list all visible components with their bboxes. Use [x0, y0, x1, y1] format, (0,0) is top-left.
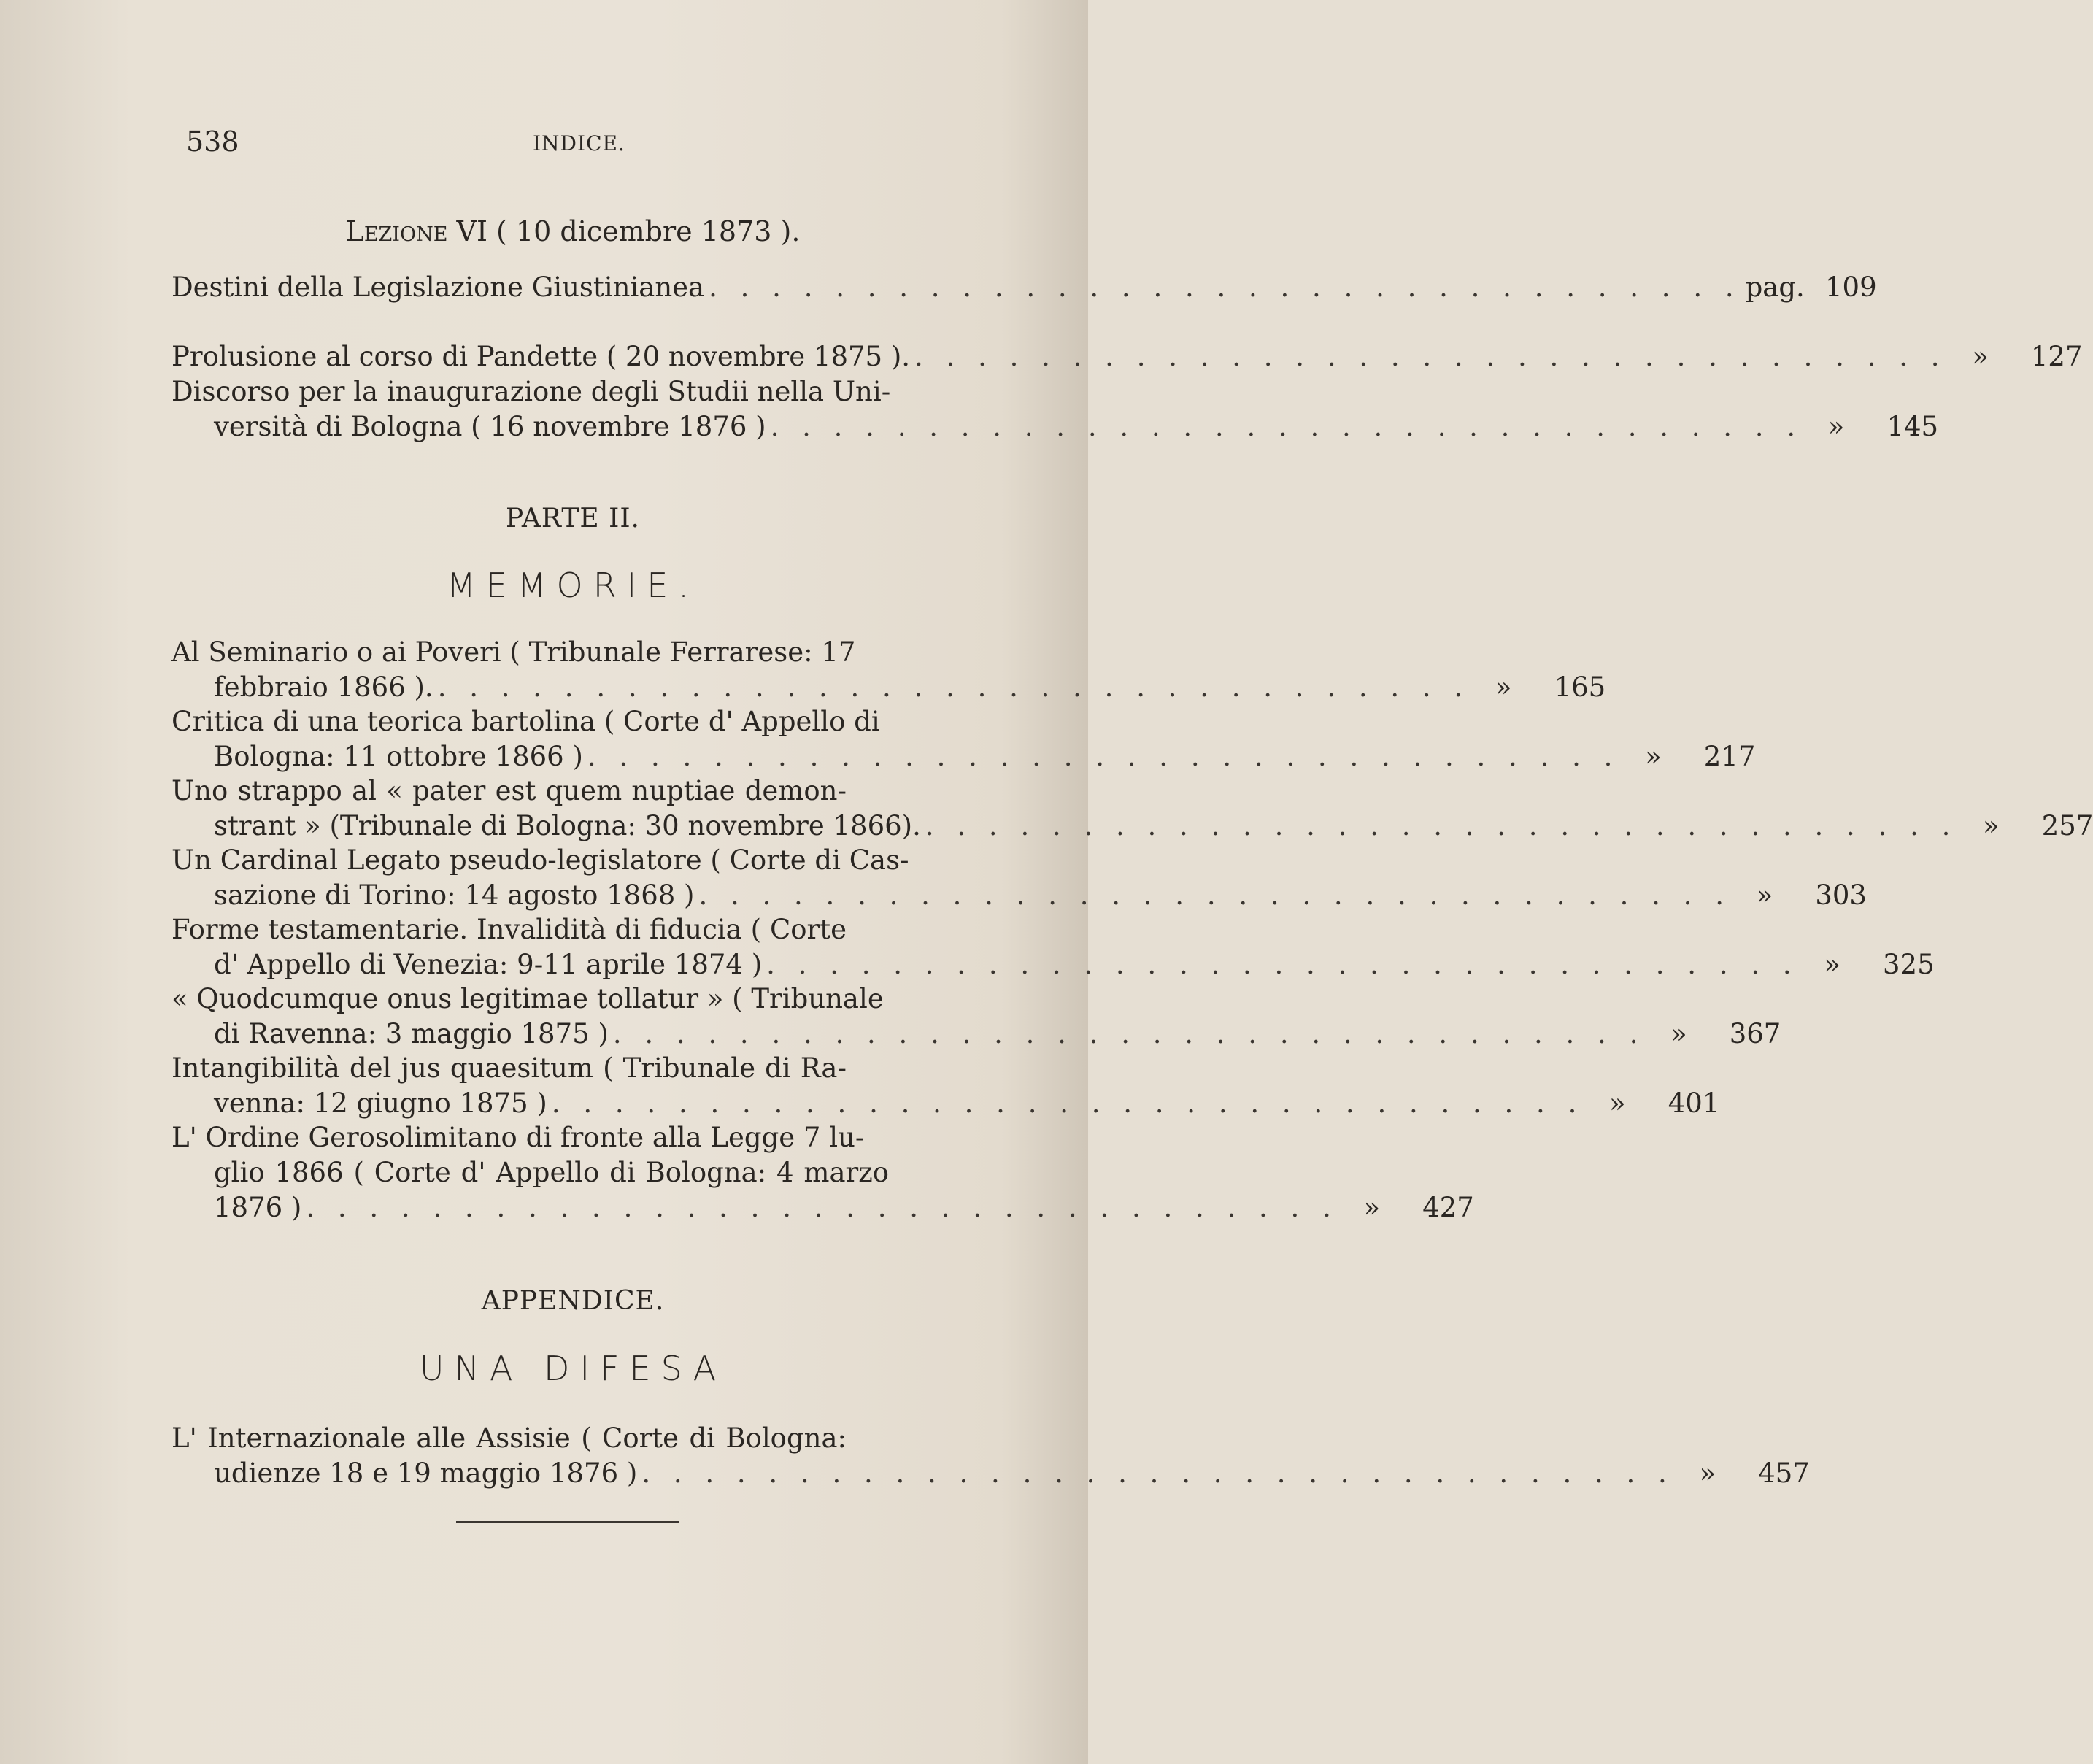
page-marker: »: [1827, 411, 1845, 442]
toc-entry-title: « Quodcumque onus legitimae tollatur » ( Tribunale: [171, 983, 884, 1014]
toc-entry-title: Intangibilità del jus quaesitum ( Tribunale di Ra-: [171, 1052, 847, 1084]
toc-entry-title: Uno strappo al « pater est quem nuptiae demon-: [171, 775, 847, 806]
page-reference: 165: [1554, 671, 1606, 703]
page-marker: »: [1363, 1192, 1381, 1223]
page-marker: »: [1609, 1087, 1626, 1119]
toc-entry: [171, 339, 2083, 374]
page-reference: 109: [1824, 271, 1877, 303]
toc-entry-line: [171, 1120, 974, 1155]
page-marker: »: [1645, 741, 1662, 772]
toc-entry-title: L' Ordine Gerosolimitano di fronte alla Legge 7 lu-: [171, 1122, 865, 1153]
page-marker: »: [1699, 1457, 1716, 1489]
toc-entry: [171, 374, 1939, 444]
toc-entry: [171, 912, 1935, 982]
page-reference: 145: [1886, 411, 1939, 442]
toc-entry-title: Critica di una teorica bartolina ( Corte d' Appello di: [171, 706, 880, 737]
toc-entry: [171, 704, 1756, 774]
closing-rule: [456, 1521, 679, 1523]
dot-leader: . . . . . . . . . . . . . . . . . . . . . . . . . . . . . . . . .: [766, 949, 1799, 980]
toc-entry-line: [171, 739, 1756, 774]
toc-entry-title: L' Internazionale alle Assisie ( Corte di Bologna:: [171, 1422, 847, 1454]
toc-entry-title: sazione di Torino: 14 agosto 1868 ): [214, 879, 695, 911]
toc-entry-line: [171, 1421, 974, 1456]
toc-entry-line: [171, 270, 1877, 305]
toc-entry: [171, 1421, 1810, 1491]
lezione-heading: [175, 215, 971, 247]
page-reference: 257: [2041, 810, 2093, 841]
toc-entry: [171, 1120, 1474, 1225]
toc-entry-line: [171, 374, 974, 409]
page-header: [186, 126, 974, 162]
page-reference: 127: [2030, 341, 2083, 372]
toc-entry-line: [171, 339, 2083, 374]
dot-leader: . . . . . . . . . . . . . . . . . . . . . . . . . . . . . . . . .: [437, 671, 1471, 703]
toc-entry: [171, 843, 1867, 913]
toc-entry: [171, 982, 1781, 1052]
toc-entry: [171, 1051, 1720, 1121]
page-reference: 367: [1729, 1018, 1781, 1049]
toc-entry-line: [171, 635, 974, 670]
toc-entry-line: [171, 1155, 974, 1190]
page-reference: 217: [1703, 741, 1756, 772]
toc-entry-title: 1876 ): [214, 1192, 302, 1223]
toc-entry-line: [171, 704, 974, 739]
toc-entry-title: febbraio 1866 ).: [214, 671, 433, 703]
toc-entry-line: [171, 1086, 1720, 1121]
toc-entry-line: [171, 1190, 1474, 1225]
toc-entry-title: Bologna: 11 ottobre 1866 ): [214, 741, 583, 772]
page-reference: 303: [1815, 879, 1867, 911]
toc-entry-title: di Ravenna: 3 maggio 1875 ): [214, 1018, 609, 1049]
toc-entry-line: [171, 843, 974, 878]
toc-entry-line: [171, 1051, 974, 1086]
page-reference: 427: [1422, 1192, 1474, 1223]
part-heading: PARTE II.: [505, 504, 640, 534]
toc-entry-title: strant » (Tribunale di Bologna: 30 novembre 1866).: [214, 810, 921, 841]
toc-entry-line: [171, 409, 1939, 444]
toc-entry-line: [171, 878, 1867, 913]
toc-entry-line: [171, 1017, 1781, 1052]
page-marker: pag.: [1745, 271, 1805, 303]
toc-entry-title: Prolusione al corso di Pandette ( 20 novembre 1875 ).: [171, 341, 911, 372]
dot-leader: . . . . . . . . . . . . . . . . . . . . . . . . . . . . . . . . .: [925, 810, 1958, 841]
dot-leader: . . . . . . . . . . . . . . . . . . . . . . . . . . . . . . . . .: [612, 1018, 1646, 1049]
dot-leader: . . . . . . . . . . . . . . . . . . . . . . . . . . . . . . . . .: [770, 411, 1803, 442]
dot-leader: . . . . . . . . . . . . . . . . . . . . . . . . . . . . . . . . .: [698, 879, 1731, 911]
appendice-heading: APPENDICE.: [481, 1286, 665, 1316]
toc-entry-title: Discorso per la inaugurazione degli Studii nella Uni-: [171, 376, 891, 407]
lezione-label: Lezione: [345, 215, 448, 247]
toc-entry-line: [171, 947, 1935, 982]
toc-entry: [171, 270, 1877, 305]
page-marker: »: [1972, 341, 1989, 372]
toc-entry: [171, 635, 1606, 705]
toc-entry-title: versità di Bologna ( 16 novembre 1876 ): [214, 411, 766, 442]
page-reference: 401: [1668, 1087, 1720, 1119]
toc-entry: [171, 774, 2093, 844]
toc-entry-title: glio 1866 ( Corte d' Appello di Bologna: 4 marzo: [214, 1157, 889, 1188]
toc-entry-title: Forme testamentarie. Invalidità di fiducia ( Corte: [171, 914, 847, 945]
lezione-detail: VI ( 10 dicembre 1873 ).: [447, 215, 801, 247]
dot-leader: . . . . . . . . . . . . . . . . . . . . . . . . . . . . . . . . .: [306, 1192, 1338, 1223]
dot-leader: . . . . . . . . . . . . . . . . . . . . . . . . . . . . . . . . .: [709, 271, 1741, 303]
page-marker: »: [1756, 879, 1773, 911]
dot-leader: . . . . . . . . . . . . . . . . . . . . . . . . . . . . . . . . .: [587, 741, 1620, 772]
toc-entry-line: [171, 670, 1606, 705]
dot-leader: . . . . . . . . . . . . . . . . . . . . . . . . . . . . . . . . .: [914, 341, 1947, 372]
page-reference: 457: [1758, 1457, 1810, 1489]
page-marker: »: [1670, 1018, 1687, 1049]
page-reference: 325: [1883, 949, 1935, 980]
page-marker: »: [1824, 949, 1840, 980]
toc-entry-line: [171, 774, 974, 809]
toc-entry-line: [171, 809, 2093, 844]
page-number: 538: [186, 126, 239, 158]
running-title: INDICE.: [533, 131, 625, 155]
toc-entry-title: Destini della Legislazione Giustinianea: [171, 271, 705, 303]
toc-entry-title: udienze 18 e 19 maggio 1876 ): [214, 1457, 638, 1489]
memorie-heading: MEMORIE.: [447, 566, 699, 605]
toc-entry-line: [171, 1456, 1810, 1491]
toc-entry-line: [171, 912, 974, 947]
page-marker: »: [1495, 671, 1512, 703]
toc-entry-title: Al Seminario o ai Poveri ( Tribunale Ferrarese: 17: [171, 636, 856, 668]
dot-leader: . . . . . . . . . . . . . . . . . . . . . . . . . . . . . . . . .: [641, 1457, 1674, 1489]
toc-entry-title: d' Appello di Venezia: 9-11 aprile 1874 ): [214, 949, 763, 980]
toc-entry-title: Un Cardinal Legato pseudo-legislatore ( Corte di Cas-: [171, 844, 909, 876]
page-marker: »: [1983, 810, 2000, 841]
dot-leader: . . . . . . . . . . . . . . . . . . . . . . . . . . . . . . . . .: [551, 1087, 1584, 1119]
toc-entry-line: [171, 982, 974, 1017]
difesa-heading: UNA DIFESA: [419, 1349, 727, 1388]
toc-entry-title: venna: 12 giugno 1875 ): [214, 1087, 547, 1119]
